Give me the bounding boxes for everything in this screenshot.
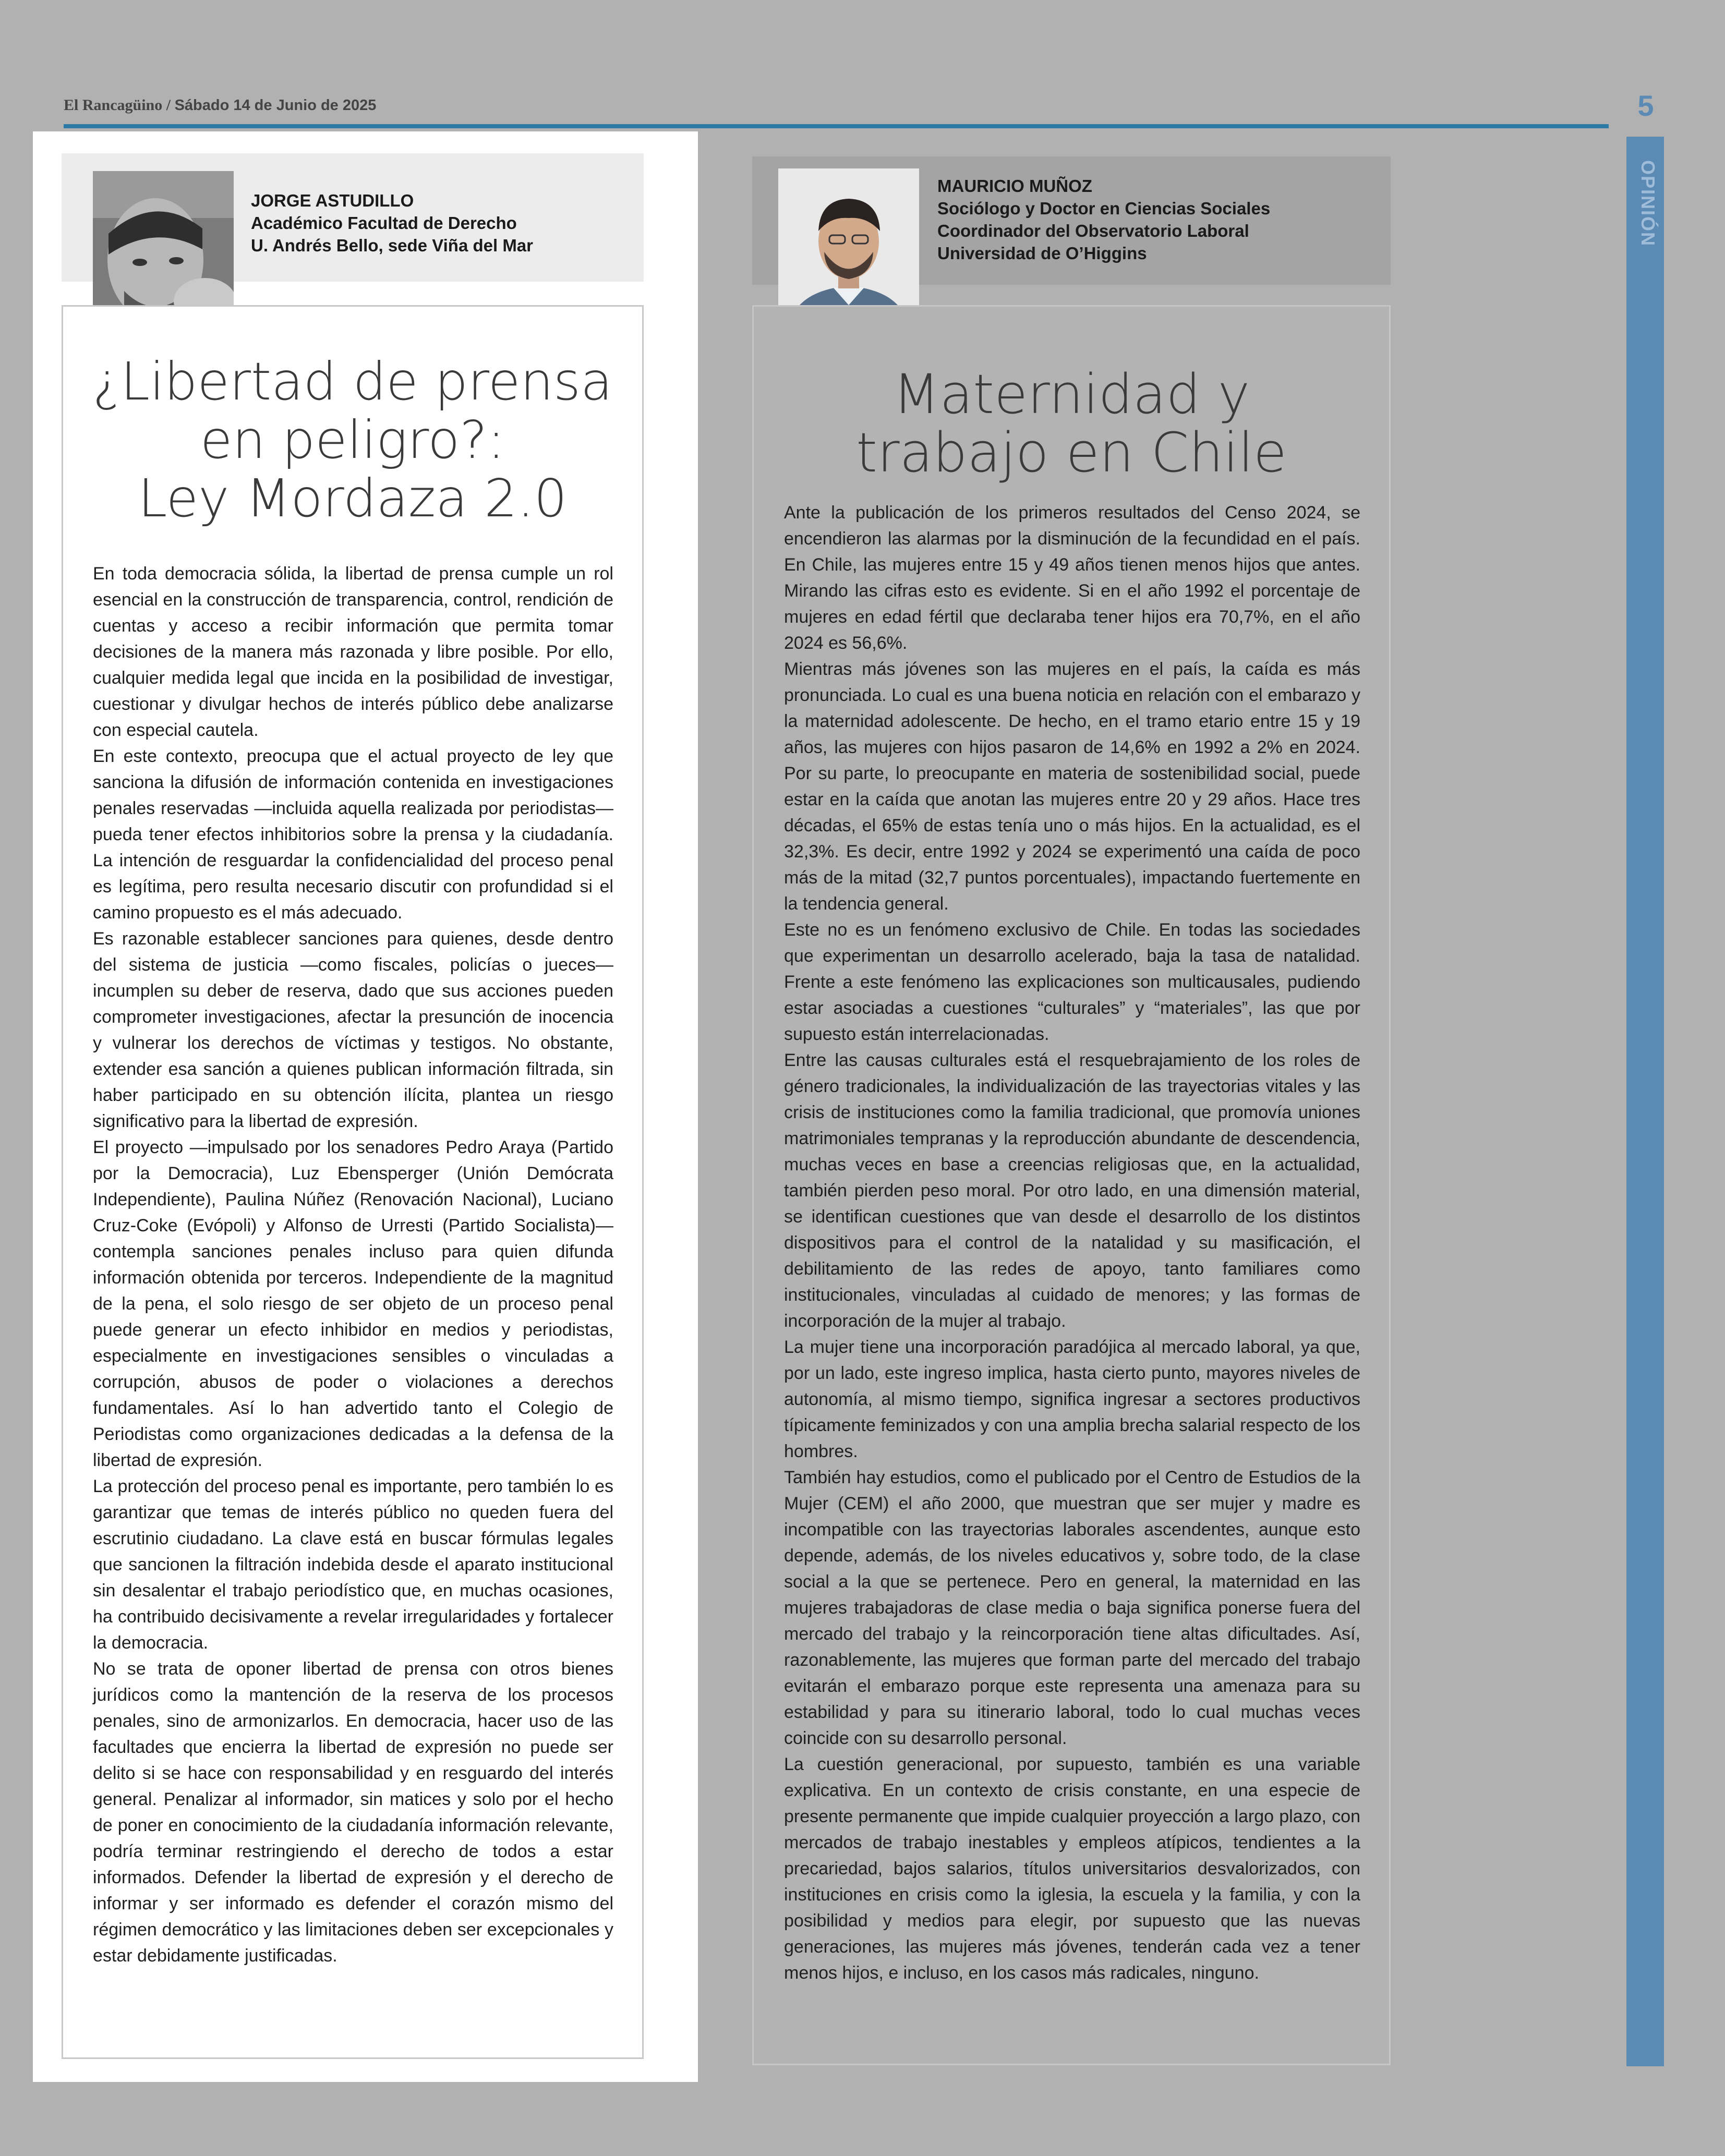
article-body-right [784, 500, 1360, 1986]
headline-line: trabajo en Chile [856, 421, 1287, 485]
paragraph: La cuestión generacional, por supuesto, también es una variable explicativa. En un contexto de crisis constante, en una especie de presente permanente que impide cualquier proyección a largo plazo, con mercados de trabajo inestables y empleos atípicos, tendientes a la precariedad, bajos salarios, títulos universitarios desvalorizados, con instituciones en crisis como la iglesia, la escuela y la familia, y con la posibilidad y medios para elegir, por supuesto que las nuevas generaciones, las mujeres más jóvenes, tenderán cada vez a tener menos hijos, e incluso, en los casos más radicales, ninguno. [784, 1754, 1360, 1983]
newspaper-name: El Rancagüino / [64, 96, 171, 114]
headline-left [68, 353, 637, 528]
header-rule [64, 124, 1609, 128]
paragraph: Mientras más jóvenes son las mujeres en el país, la caída es más pronunciada. Lo cual es una buena noticia en relación con el embarazo y la maternidad adolescente. De hecho, en el tramo etario entre 15 y 19 años, las mujeres con hijos pasaron de 14,6% en 1992 a 2% en 2024. Por su parte, lo preocupante en materia de sostenibilidad social, puede estar en la caída que anotan las mujeres entre 20 y 29 años. Hace tres décadas, el 65% de estas tenía uno o más hijos. En la actualidad, es el 32,3%. Es decir, entre 1992 y 2024 se experimentó una caída de poco más de la mitad (32,7 puntos porcentuales), impactando fuertemente en la tendencia general. [784, 659, 1360, 914]
paragraph: Este no es un fenómeno exclusivo de Chile. En todas las sociedades que experimentan un desarrollo acelerado, baja la tasa de natalidad. Frente a este fenómeno las explicaciones son multicausales, pudiendo estar asociadas a cuestiones “culturales” y “materiales”, las que por supuesto están interrelacionadas. [784, 920, 1360, 1044]
paragraph: La protección del proceso penal es importante, pero también lo es garantizar que temas de interés público no queden fuera del escrutinio ciudadano. La clave está en buscar fórmulas legales que sancionen la filtración indebida desde el aparato institucional sin desalentar el trabajo periodístico que, en muchas ocasiones, ha contribuido decisivamente a revelar irregularidades y fortalecer la democracia. [93, 1476, 613, 1653]
paragraph: La mujer tiene una incorporación paradójica al mercado laboral, ya que, por un lado, este ingreso implica, hasta cierto punto, mayores niveles de autonomía, al mismo tiempo, significa ingresar a sectores productivos típicamente feminizados y con una amplia brecha salarial respecto de los hombres. [784, 1337, 1360, 1461]
headline-right [762, 362, 1381, 485]
author-title: Académico Facultad de Derecho [251, 213, 517, 233]
paragraph: También hay estudios, como el publicado por el Centro de Estudios de la Mujer (CEM) el año 2000, que muestran que ser mujer y madre es incompatible con las trayectorias laborales ascendentes, aunque esto depende, además, de los niveles educativos y, sobre todo, de la clase social a la que se pertenece. Pero en general, la maternidad en las mujeres trabajadoras de clase media o baja significa ponerse fuera del mercado del trabajo y la reincorporación tiene altas dificultades. Así, razonablemente, las mujeres que forman parte del mercado del trabajo evitarán el embarazo porque este representa una amenaza para su estabilidad y para su itinerario laboral, todo lo cual muchas veces coincide con su desarrollo personal. [784, 1468, 1360, 1748]
author-title: Sociólogo y Doctor en Ciencias Sociales [937, 199, 1271, 218]
paragraph: Entre las causas culturales está el resquebrajamiento de los roles de género tradicionales, la individualización de las trayectorias vitales y las crisis de instituciones como la familia tradicional, que promovía uniones matrimoniales tempranas y la reproducción abundante de descendencia, muchas veces en base a creencias religiosas que, en la actualidad, también pierden peso moral. Por otro lado, en una dimensión material, se identifican cuestiones que van desde el desarrollo de los distintos dispositivos para el control de la natalidad y su masificación, el debilitamiento de las redes de apoyo, tanto familiares como institucionales, vinculadas al cuidado de menores; y las formas de incorporación de la mujer al trabajo. [784, 1050, 1360, 1331]
author-info-right [937, 175, 1270, 264]
section-sidebar [1626, 137, 1664, 2066]
issue-date: Sábado 14 de Junio de 2025 [174, 97, 377, 114]
page-number: 5 [1637, 89, 1654, 122]
paragraph: Es razonable establecer sanciones para quienes, desde dentro del sistema de justicia —como fiscales, policías o jueces— incumplen su deber de reserva, dado que sus acciones pueden comprometer investigaciones, afectar la presunción de inocencia y vulnerar los derechos de víctimas y testigos. No obstante, extender esa sanción a quienes publican información filtrada, sin haber participado en su obtención ilícita, plantea un riesgo significativo para la libertad de expresión. [93, 929, 613, 1131]
paragraph: En toda democracia sólida, la libertad de prensa cumple un rol esencial en la construcción de transparencia, control, rendición de cuentas y acceso a recibir información que permita tomar decisiones de la manera más razonada y libre posible. Por ello, cualquier medida legal que incida en la posibilidad de investigar, cuestionar y divulgar hechos de interés público debe analizarse con especial cautela. [93, 564, 613, 740]
headline-line: Maternidad y [892, 362, 1250, 426]
headline-line: ¿Libertad de prensa [92, 351, 613, 412]
author-name: MAURICIO MUÑOZ [937, 176, 1092, 196]
author-position: Coordinador del Observatorio Laboral [937, 221, 1249, 240]
article-body-left [93, 561, 613, 1969]
masthead [64, 96, 376, 114]
author-info-left [251, 189, 533, 257]
paragraph: Ante la publicación de los primeros resultados del Censo 2024, se encendieron las alarmas por la disminución de la fecundidad en el país. En Chile, las mujeres entre 15 y 49 años tienen menos hijos que antes. Mirando las cifras esto es evidente. Si en el año 1992 el porcentaje de mujeres en edad fértil que declaraba tener hijos era 70,7%, en el año 2024 es 56,6%. [784, 503, 1360, 653]
paragraph: No se trata de oponer libertad de prensa con otros bienes jurídicos como la mantención de la reserva de los procesos penales, sino de armonizarlos. En democracia, hacer uso de las facultades que encierra la libertad de expresión no puede ser delito si se hace con responsabilidad y en resguardo del interés general. Penalizar al informador, sin matices y solo por el hecho de poner en conocimiento de la ciudadanía información relevante, podría terminar restringiendo el derecho de todos a estar informados. Defender la libertad de expresión y el derecho de informar y ser informado es defender el corazón mismo del régimen democrático y las limitaciones deben ser excepcionales y estar debidamente justificadas. [93, 1659, 613, 1966]
headline-line: en peligro?: [200, 409, 505, 470]
author-affiliation: U. Andrés Bello, sede Viña del Mar [251, 236, 534, 255]
paragraph: En este contexto, preocupa que el actual proyecto de ley que sanciona la difusión de información contenida en investigaciones penales reservadas —incluida aquella realizada por periodistas— pueda tener efectos inhibitorios sobre la prensa y la ciudadanía. La intención de resguardar la confidencialidad del proceso penal es legítima, pero resulta necesario discutir con profundidad si el camino propuesto es el más adecuado. [93, 746, 613, 923]
author-name: JORGE ASTUDILLO [251, 191, 414, 210]
section-label: OPINIÓN [1637, 160, 1659, 247]
paragraph: El proyecto —impulsado por los senadores Pedro Araya (Partido por la Democracia), Luz Ebensperger (Unión Demócrata Independiente), Paulina Núñez (Renovación Nacional), Luciano Cruz-Coke (Evópoli) y Alfonso de Urresti (Partido Socialista)— contempla sanciones penales incluso para quien difunda información obtenida por terceros. Independiente de la magnitud de la pena, el solo riesgo de ser objeto de un proceso penal puede generar un efecto inhibidor en medios y periodistas, especialmente en investigaciones sensibles o vinculadas a corrupción, abusos de poder o violaciones a derechos fundamentales. Así lo han advertido tanto el Colegio de Periodistas como organizaciones dedicadas a la defensa de la libertad de expresión. [93, 1137, 613, 1470]
headline-line: Ley Mordaza 2.0 [138, 468, 568, 529]
author-affiliation: Universidad de O’Higgins [937, 244, 1147, 263]
